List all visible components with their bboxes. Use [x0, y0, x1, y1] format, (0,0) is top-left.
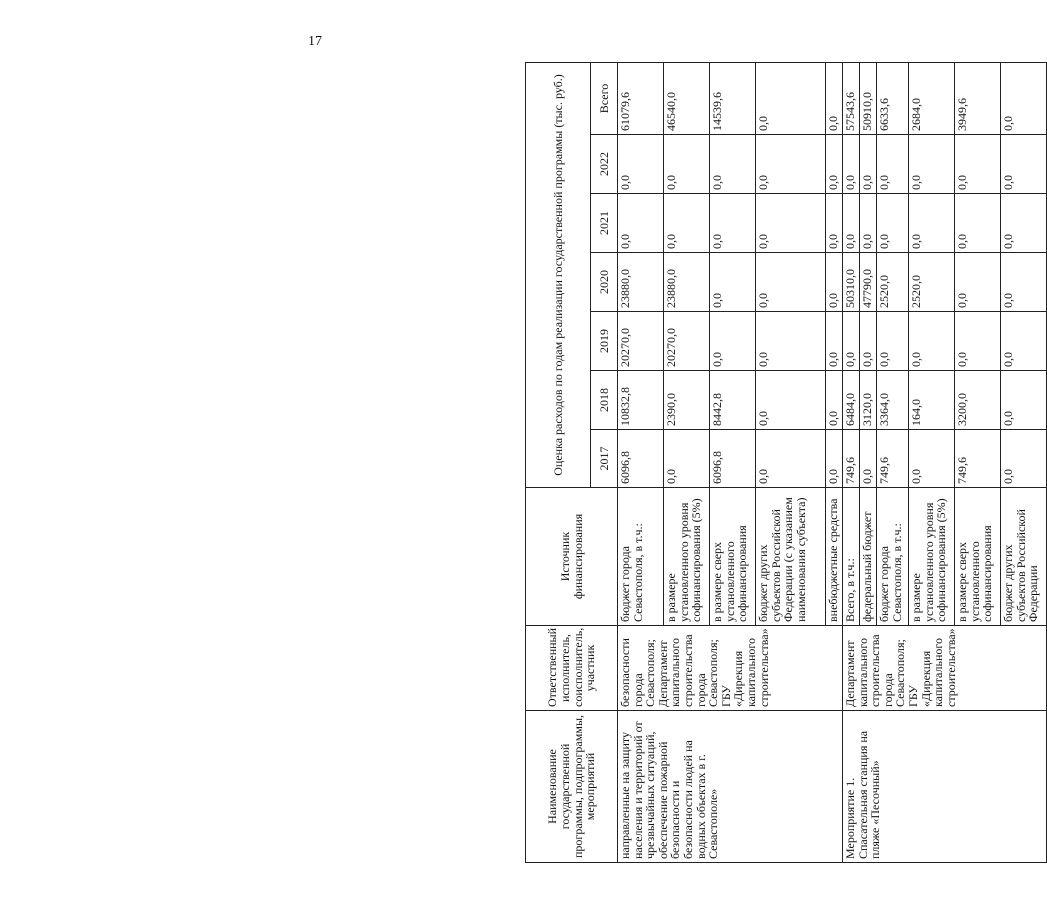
value-cell: 0,0 — [756, 253, 826, 312]
value-cell: 10832,8 — [618, 371, 664, 430]
value-cell: 0,0 — [1001, 135, 1047, 194]
value-cell: 0,0 — [955, 312, 1001, 371]
value-cell: 0,0 — [877, 135, 909, 194]
value-cell: 0,0 — [710, 135, 756, 194]
source-cell: в размере сверх установленного софинансирования — [710, 488, 756, 626]
col-source-header: Источник финансирования — [526, 488, 618, 626]
responsible-cell: Департамент капитального строительства города Севастополя; ГБУ «Дирекция капитального строительства» — [843, 626, 1047, 711]
total-cell: 50910,0 — [860, 63, 877, 135]
value-cell: 0,0 — [843, 194, 860, 253]
total-cell: 57543,6 — [843, 63, 860, 135]
value-cell: 0,0 — [909, 312, 955, 371]
value-cell: 0,0 — [826, 194, 843, 253]
table-row — [843, 63, 860, 863]
value-cell: 6096,8 — [618, 430, 664, 488]
value-cell: 0,0 — [860, 430, 877, 488]
year-header: 2018 — [591, 371, 618, 430]
header-row — [526, 63, 591, 863]
value-cell: 23880,0 — [618, 253, 664, 312]
value-cell: 0,0 — [826, 253, 843, 312]
source-cell: в размере установленного уровня софинансирования (5%) — [909, 488, 955, 626]
source-cell: федеральный бюджет — [860, 488, 877, 626]
value-cell: 0,0 — [1001, 253, 1047, 312]
value-cell: 0,0 — [826, 371, 843, 430]
col-estimate-header: Оценка расходов по годам реализации государственной программы (тыс. руб.) — [526, 63, 591, 488]
total-header: Всего — [591, 63, 618, 135]
page-number: 17 — [308, 34, 322, 49]
value-cell: 749,6 — [955, 430, 1001, 488]
value-cell: 3200,0 — [955, 371, 1001, 430]
value-cell: 0,0 — [826, 312, 843, 371]
value-cell: 749,6 — [877, 430, 909, 488]
value-cell: 0,0 — [955, 135, 1001, 194]
source-cell: бюджет других субъектов Российской Федерации (с указанием наименования субъекта) — [756, 488, 826, 626]
value-cell: 47790,0 — [860, 253, 877, 312]
program-name-cell: направленные на защиту населения и территорий от чрезвычайных ситуаций, обеспечение пожарной безопасности и безопасности людей на водных объектах в г. Севастополе» — [618, 711, 843, 863]
value-cell: 8442,8 — [710, 371, 756, 430]
year-header: 2020 — [591, 253, 618, 312]
source-cell: бюджет других субъектов Российской Федерации — [1001, 488, 1047, 626]
value-cell: 0,0 — [843, 312, 860, 371]
value-cell: 0,0 — [909, 430, 955, 488]
value-cell: 749,6 — [843, 430, 860, 488]
value-cell: 0,0 — [955, 253, 1001, 312]
total-cell: 6633,6 — [877, 63, 909, 135]
source-cell: в размере установленного уровня софинансирования (5%) — [664, 488, 710, 626]
value-cell: 6096,8 — [710, 430, 756, 488]
value-cell: 0,0 — [826, 135, 843, 194]
year-header: 2019 — [591, 312, 618, 371]
value-cell: 0,0 — [877, 194, 909, 253]
value-cell: 0,0 — [955, 194, 1001, 253]
budget-table — [525, 62, 1047, 863]
value-cell: 6484,0 — [843, 371, 860, 430]
value-cell: 0,0 — [860, 312, 877, 371]
value-cell: 0,0 — [1001, 312, 1047, 371]
value-cell: 0,0 — [826, 430, 843, 488]
value-cell: 23880,0 — [664, 253, 710, 312]
program-name-cell: Мероприятие 1. Спасательная станция на пляже «Песочный» — [843, 711, 1047, 863]
value-cell: 0,0 — [909, 194, 955, 253]
source-cell: в размере сверх установленного софинансирования — [955, 488, 1001, 626]
total-cell: 0,0 — [826, 63, 843, 135]
table-row — [618, 63, 664, 863]
value-cell: 20270,0 — [618, 312, 664, 371]
value-cell: 0,0 — [860, 194, 877, 253]
value-cell: 0,0 — [756, 371, 826, 430]
col-name-header: Наименование государственной программы, подпрограммы, мероприятий — [526, 711, 618, 863]
value-cell: 0,0 — [664, 135, 710, 194]
value-cell: 2520,0 — [909, 253, 955, 312]
value-cell: 0,0 — [860, 135, 877, 194]
value-cell: 0,0 — [756, 194, 826, 253]
value-cell: 0,0 — [710, 253, 756, 312]
col-responsible-header: Ответственный исполнитель, соисполнитель, участник — [526, 626, 618, 711]
value-cell: 0,0 — [664, 194, 710, 253]
value-cell: 2390,0 — [664, 371, 710, 430]
value-cell: 20270,0 — [664, 312, 710, 371]
year-header: 2017 — [591, 430, 618, 488]
value-cell: 164,0 — [909, 371, 955, 430]
source-cell: бюджет города Севастополя, в т.ч.: — [618, 488, 664, 626]
total-cell: 0,0 — [1001, 63, 1047, 135]
source-cell: бюджет города Севастополя, в т.ч.: — [877, 488, 909, 626]
responsible-cell: безопасности города Севастополя; Департамент капитального строительства города Севастополя; ГБУ «Дирекция капитального строительства» — [618, 626, 843, 711]
year-header: 2021 — [591, 194, 618, 253]
value-cell: 0,0 — [1001, 430, 1047, 488]
rotated-table-wrapper — [525, 63, 1041, 863]
source-cell: внебюджетные средства — [826, 488, 843, 626]
total-cell: 46540,0 — [664, 63, 710, 135]
source-cell: Всего, в т.ч.: — [843, 488, 860, 626]
total-cell: 2684,0 — [909, 63, 955, 135]
value-cell: 0,0 — [710, 194, 756, 253]
total-cell: 14539,6 — [710, 63, 756, 135]
value-cell: 0,0 — [1001, 194, 1047, 253]
value-cell: 3364,0 — [877, 371, 909, 430]
value-cell: 0,0 — [664, 430, 710, 488]
value-cell: 50310,0 — [843, 253, 860, 312]
value-cell: 3120,0 — [860, 371, 877, 430]
value-cell: 0,0 — [909, 135, 955, 194]
value-cell: 0,0 — [710, 312, 756, 371]
value-cell: 0,0 — [843, 135, 860, 194]
value-cell: 2520,0 — [877, 253, 909, 312]
year-header: 2022 — [591, 135, 618, 194]
value-cell: 0,0 — [1001, 371, 1047, 430]
value-cell: 0,0 — [618, 135, 664, 194]
value-cell: 0,0 — [877, 312, 909, 371]
value-cell: 0,0 — [756, 135, 826, 194]
total-cell: 0,0 — [756, 63, 826, 135]
value-cell: 0,0 — [618, 194, 664, 253]
total-cell: 3949,6 — [955, 63, 1001, 135]
total-cell: 61079,6 — [618, 63, 664, 135]
value-cell: 0,0 — [756, 312, 826, 371]
value-cell: 0,0 — [756, 430, 826, 488]
